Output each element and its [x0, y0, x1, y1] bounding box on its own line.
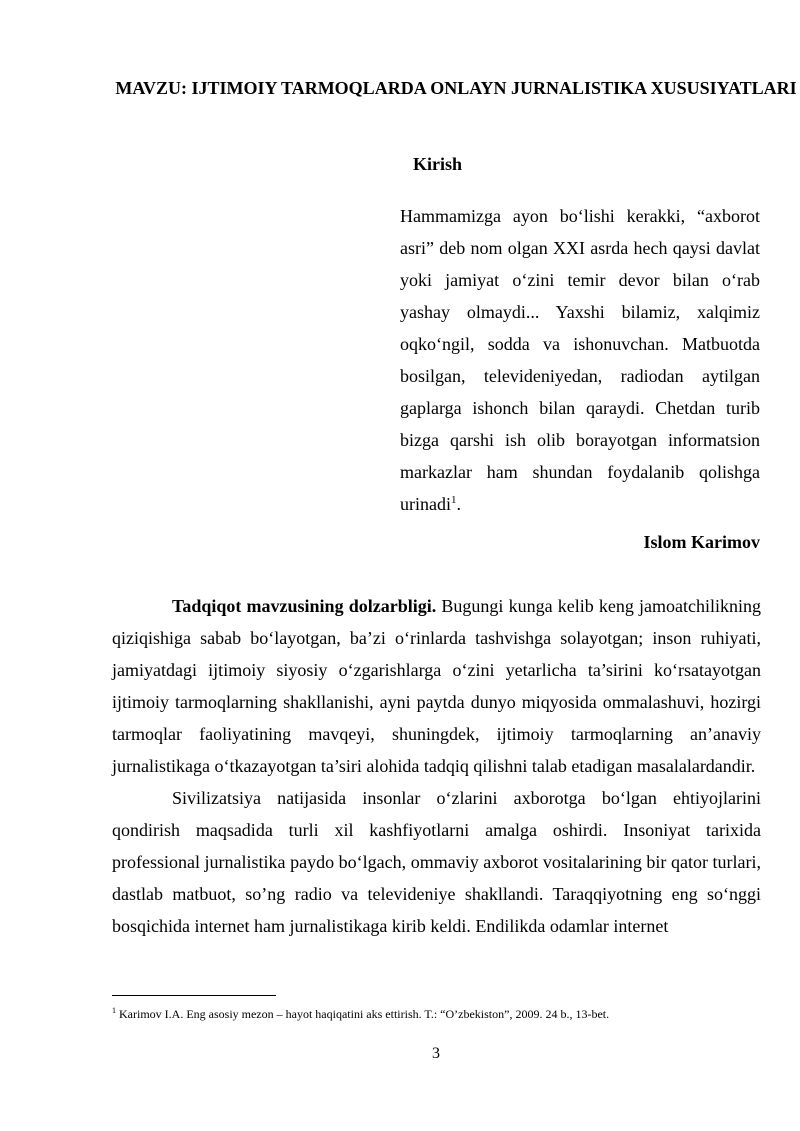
paragraph-civilization: [112, 782, 761, 942]
page-number: 3: [432, 1045, 440, 1062]
footnote-reference[interactable]: 1: [451, 494, 457, 506]
epigraph-text: Hammamizga ayon bo‘lishi kerakki, “axborot asri” deb nom olgan XXI asrda hech qaysi davlat yoki jamiyat o‘zini temir devor bilan o‘rab yashay olmaydi... Yaxshi bilamiz, xalqimiz oqko‘ngil, sodda va ishonuvchan. Matbuotda bosilgan, televideniyedan, radiodan aytilgan gaplarga ishonch bilan qaraydi. Chetdan turib bizga qarshi ish olib borayotgan informatsion markazlar ham shundan foydalanib qolishga urinadi: [400, 206, 760, 514]
paragraph-relevance: [112, 590, 761, 782]
document-title: MAVZU: IJTIMOIY TARMOQLARDA ONLAYN JURNALISTIKA XUSUSIYATLARI: [115, 78, 797, 98]
paragraph-text: Sivilizatsiya natijasida insonlar o‘zlarini axborotga bo‘lgan ehtiyojlarini qondirish maqsadida turli xil kashfiyotlarni amalga oshirdi. Insoniyat tarixida professional jurnalistika paydo bo‘lgach, ommaviy axborot vositalarining bir qator turlari, dastlab matbuot, so’ng radio va televideniye shakllandi. Taraqqiyotning eng so‘nggi bosqichida internet ham jurnalistikaga kirib keldi. Endilikda odamlar internet: [112, 788, 761, 936]
section-heading: Kirish: [413, 154, 463, 174]
epigraph-end-punct: .: [456, 494, 461, 514]
paragraph-text: Bugungi kunga kelib keng jamoatchilikning qiziqishiga sabab bo‘layotgan, ba’zi o‘rinlarda tashvishga solayotgan; inson ruhiyati, jamiyatdagi ijtimoiy siyosiy o‘zgarishlarga o‘zini yetarlicha ta’sirini ko‘rsatayotgan ijtimoiy tarmoqlarning shakllanishi, ayni paytda dunyo miqyosida ommalashuvi, hozirgi tarmoqlar faoliyatining mavqeyi, shuningdek, ijtimoiy tarmoqlarning an’anaviy jurnalistikaga o‘tkazayotgan ta’siri alohida tadqiq qilishni talab etadigan masalalardandir.: [112, 596, 761, 776]
epigraph-author: Islom Karimov: [643, 532, 760, 552]
epigraph-quote: [400, 200, 760, 520]
footnote: [112, 1003, 762, 1022]
footnote-text: Karimov I.A. Eng asosiy mezon – hayot haqiqatini aks ettirish. T.: “O’zbekiston”, 2009. 24 b., 13-bet.: [116, 1007, 610, 1021]
paragraph-lead: Tadqiqot mavzusining dolzarbligi.: [172, 596, 437, 616]
footnote-divider: [112, 995, 276, 996]
footnote-number: 1: [112, 1006, 116, 1015]
body-text: [112, 590, 761, 942]
